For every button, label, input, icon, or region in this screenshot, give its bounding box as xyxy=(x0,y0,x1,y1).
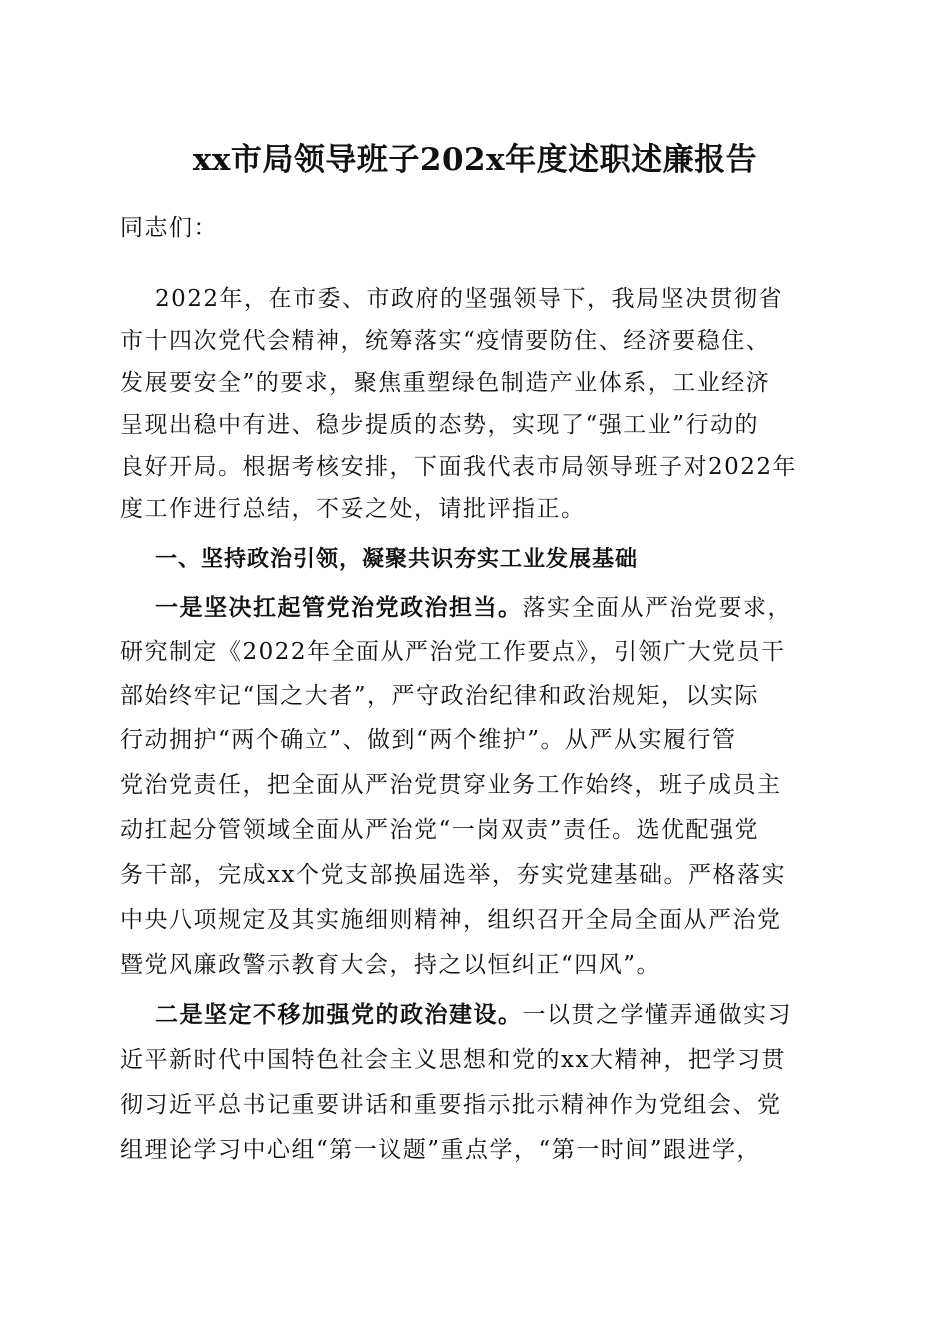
para1-line: 党治党责任，把全面从严治党贯穿业务工作始终，班子成员主 xyxy=(120,772,782,798)
para2-lead: 二是坚定不移加强党的政治建设。 xyxy=(155,1001,523,1028)
intro-line: 度工作进行总结，不妥之处，请批评指正。 xyxy=(120,496,586,522)
para2-first-rest: 一以贯之学懂弄通做实习 xyxy=(522,1002,792,1028)
document-title: xx市局领导班子202x年度述职述廉报告 xyxy=(192,142,758,178)
para1-line: 暨党风廉政警示教育大会，持之以恒纠正“四风”。 xyxy=(120,952,662,978)
para1-line: 行动拥护“两个确立”、做到“两个维护”。从严从实履行管 xyxy=(120,727,737,753)
para2-first-line xyxy=(155,1000,792,1030)
para1-first-line xyxy=(155,593,792,623)
intro-line: 市十四次党代会精神，统筹落实“疫情要防住、经济要稳住、 xyxy=(120,328,771,354)
para1-lead: 一是坚决扛起管党治党政治担当。 xyxy=(155,594,523,621)
section-heading: 一、坚持政治引领，凝聚共识夯实工业发展基础 xyxy=(155,547,639,572)
intro-line: 发展要安全”的要求，聚焦重塑绿色制造产业体系，工业经济 xyxy=(120,370,771,396)
para1-line: 动扛起分管领域全面从严治党“一岗双责”责任。选优配强党 xyxy=(120,817,760,843)
para2-line: 近平新时代中国特色社会主义思想和党的xx大精神，把学习贯 xyxy=(120,1047,786,1073)
para1-line: 中央八项规定及其实施细则精神，组织召开全局全面从严治党 xyxy=(120,907,782,933)
intro-line: 呈现出稳中有进、稳步提质的态势，实现了“强工业”行动的 xyxy=(120,412,760,438)
salutation: 同志们： xyxy=(120,215,218,241)
intro-line: 良好开局。根据考核安排，下面我代表市局领导班子对2022年 xyxy=(120,454,798,480)
intro-line: 2022年，在市委、市政府的坚强领导下，我局坚决贯彻省 xyxy=(155,286,784,312)
para1-line: 研究制定《2022年全面从严治党工作要点》，引领广大党员干 xyxy=(120,639,786,665)
para2-line: 组理论学习中心组“第一议题”重点学，“第一时间”跟进学， xyxy=(120,1137,762,1163)
para1-line: 部始终牢记“国之大者”，严守政治纪律和政治规矩，以实际 xyxy=(120,683,760,709)
para1-line: 务干部，完成xx个党支部换届选举，夯实党建基础。严格落实 xyxy=(120,862,786,888)
para2-line: 彻习近平总书记重要讲话和重要指示批示精神作为党组会、党 xyxy=(120,1092,782,1118)
para1-first-rest: 落实全面从严治党要求， xyxy=(522,595,792,621)
